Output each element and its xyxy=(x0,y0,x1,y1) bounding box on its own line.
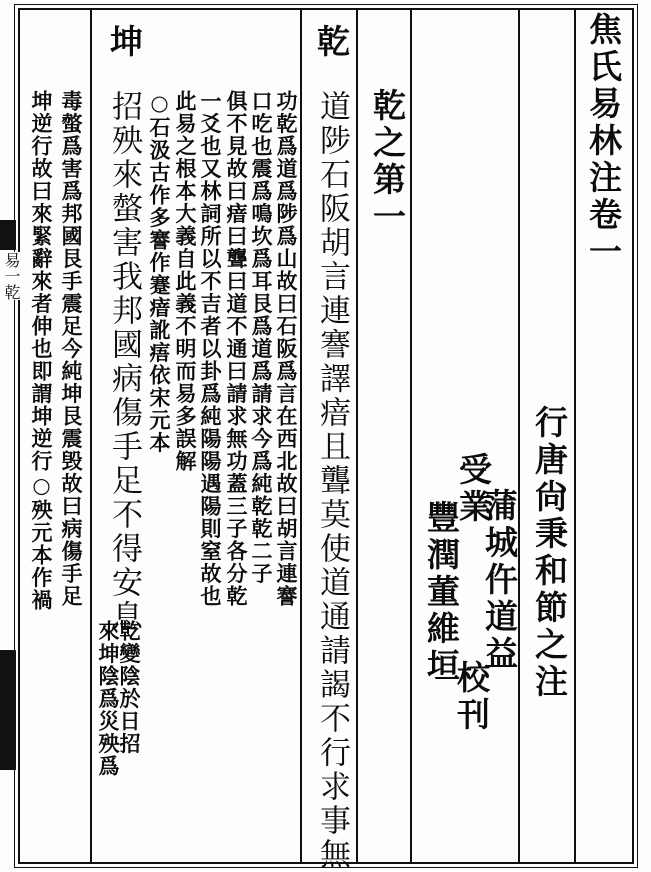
qian-commentary-2: 口吃也震爲鳴坎爲耳艮爲道爲請求今爲純乾乾二子 xyxy=(249,90,274,585)
kun-commentary-1: 毒螫爲害爲邦國艮手震足今純坤艮震毁故曰病傷手足 xyxy=(59,90,84,608)
qian-commentary-1: 功乾爲道爲陟爲山故曰石阪爲言在西北故曰胡言連謇 xyxy=(274,90,299,608)
qian-commentary-5: 此易之根本大義自此義不明而易多誤解 xyxy=(173,90,198,473)
kun-main-text: 招殃來螫害我邦國病傷手足不得安息 xyxy=(106,90,142,634)
column-rule xyxy=(356,8,358,862)
margin-label: 易一乾 xyxy=(2,252,21,300)
qian-commentary-4: 一爻也又林詞所以不吉者以卦爲純陽陽遇陽則窒故也 xyxy=(198,90,223,608)
editor-fengrun: 豐潤董維垣 xyxy=(422,500,461,685)
section-heading: 乾之第一 xyxy=(368,88,407,236)
qian-commentary-3: 俱不見故曰瘖曰聾曰道不通曰請求無功蓋三子各分乾 xyxy=(224,90,249,608)
document-title: 焦氏易林注卷一 xyxy=(584,12,623,271)
margin-tab-mark xyxy=(0,650,16,770)
column-rule xyxy=(90,8,92,862)
kun-commentary-2: 坤逆行故曰來緊辭來者伸也即謂坤逆行○殃元本作禍 xyxy=(29,90,54,612)
hexagram-kun-label: 坤 xyxy=(105,24,144,61)
margin-tab-mark xyxy=(0,220,16,250)
kun-commentary-3: 來坤陰爲災殃爲 xyxy=(96,620,121,778)
column-rule xyxy=(518,8,520,862)
qian-main-text: 道陟石阪胡言連謇譯瘖且聾莫使道通請謁不行求事無 xyxy=(314,90,350,872)
shouye-label: 受業 xyxy=(454,452,493,526)
column-rule xyxy=(574,8,576,862)
kun-commentary-end: 乾變陰於日招 xyxy=(117,620,142,755)
column-rule xyxy=(300,8,302,862)
editor-pucheng: 蒲城仵道益 xyxy=(480,488,519,673)
hexagram-qian-label: 乾 xyxy=(312,24,351,61)
author-line: 行唐尙秉和節之注 xyxy=(530,405,569,701)
jiaokan-label: 校刊 xyxy=(452,660,491,734)
qian-commentary-6: ○石汲古作多謇作蹇瘖訛痦依宋元本 xyxy=(147,90,172,454)
